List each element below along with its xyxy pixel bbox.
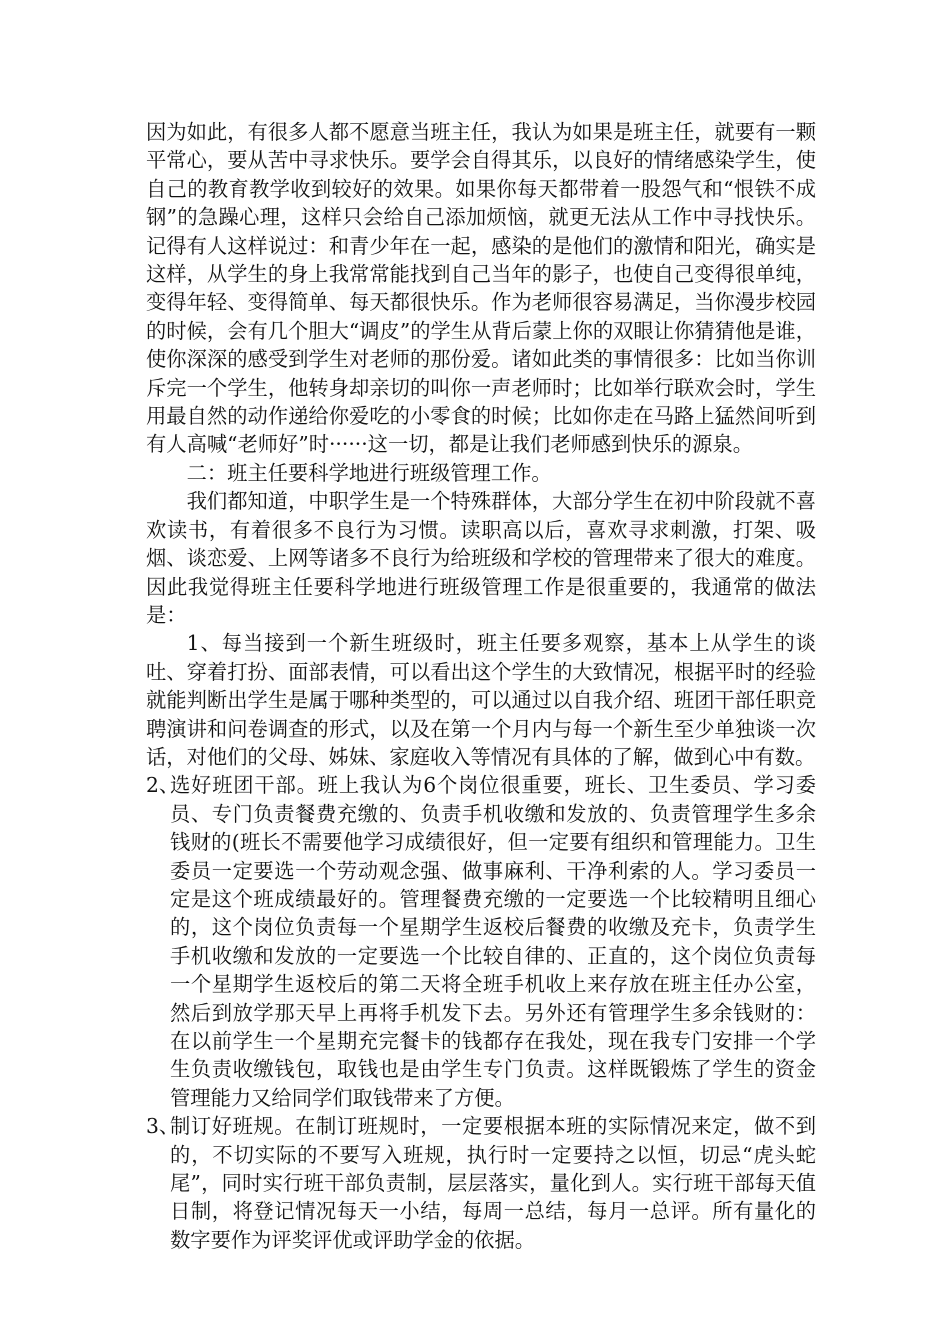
list-item-text: 制订好班规。在制订班规时，一定要根据本班的实际情况来定，做不到的，不切实际的不要写入班规，执行时一定要持之以恒，切忌“虎头蛇尾”，同时实行班干部负责制，层层落实，量化到人。实行班干部每天值日制，将登记情况每天一小结，每周一总结，每月一总评。所有量化的数字要作为评奖评优或评助学金的依据。 <box>170 1114 816 1252</box>
list-item-class-cadres <box>146 771 816 1112</box>
list-item-new-class: 1、每当接到一个新生班级时，班主任要多观察，基本上从学生的谈吐、穿着打扮、面部表情，可以看出这个学生的大致情况，根据平时的经验就能判断出学生是属于哪种类型的，可以通过以自我介绍、班团干部任职竞聘演讲和问卷调查的形式，以及在第一个月内与每一个新生至少单独谈一次话，对他们的父母、姊妹、家庭收入等情况有具体的了解，做到心中有数。 <box>146 631 816 769</box>
paragraph-happiness: 因为如此，有很多人都不愿意当班主任，我认为如果是班主任，就要有一颗平常心，要从苦中寻求快乐。要学会自得其乐，以良好的情绪感染学生，使自己的教育教学收到较好的效果。如果你每天都带着一股怨气和“恨铁不成钢”的急躁心理，这样只会给自己添加烦恼，就更无法从工作中寻找快乐。记得有人这样说过：和青少年在一起，感染的是他们的激情和阳光，确实是这样，从学生的身上我常常能找到自己当年的影子，也使自己变得很单纯，变得年轻、变得简单、每天都很快乐。作为老师很容易满足，当你漫步校园的时候，会有几个胆大“调皮”的学生从背后蒙上你的双眼让你猜猜他是谁，使你深深的感受到学生对老师的那份爱。诸如此类的事情很多：比如当你训斥完一个学生，他转身却亲切的叫你一声老师时；比如举行联欢会时，学生用最自然的动作递给你爱吃的小零食的时候；比如你走在马路上猛然间听到有人高喊“老师好”时······这一切，都是让我们老师感到快乐的源泉。 <box>146 120 816 457</box>
paragraph-vocational-students: 我们都知道，中职学生是一个特殊群体，大部分学生在初中阶段就不喜欢读书，有着很多不良行为习惯。读职高以后，喜欢寻求刺激，打架、吸烟、谈恋爱、上网等诸多不良行为给班级和学校的管理带来了很大的难度。因此我觉得班主任要科学地进行班级管理工作是很重要的，我通常的做法是： <box>146 489 816 627</box>
list-item-class-rules <box>146 1112 816 1254</box>
section-heading-class-management: 二：班主任要科学地进行班级管理工作。 <box>186 460 552 485</box>
list-item-text: 选好班团干部。班上我认为6个岗位很重要，班长、卫生委员、学习委员、专门负责餐费充缴的、负责手机收缴和发放的、负责管理学生多余钱财的(班长不需要他学习成绩很好，但一定要有组织和管理能力。卫生委员一定要选一个劳动观念强、做事麻利、干净利索的人。学习委员一定是这个班成绩最好的。管理餐费充缴的一定要选一个比较精明且细心的，这个岗位负责每一个星期学生返校后餐费的收缴及充卡，负责学生手机收缴和发放的一定要选一个比较自律的、正直的，这个岗位负责每一个星期学生返校后的第二天将全班手机收上来存放在班主任办公室，然后到放学那天早上再将手机发下去。另外还有管理学生多余钱财的：在以前学生一个星期充完餐卡的钱都存在我处，现在我专门安排一个学生负责收缴钱包，取钱也是由学生专门负责。这样既锻炼了学生的资金管理能力又给同学们取钱带来了方便。 <box>170 773 816 1110</box>
list-item-number: 2、 <box>146 773 180 798</box>
document-body <box>146 118 816 1254</box>
list-item-number: 3、 <box>146 1114 180 1139</box>
